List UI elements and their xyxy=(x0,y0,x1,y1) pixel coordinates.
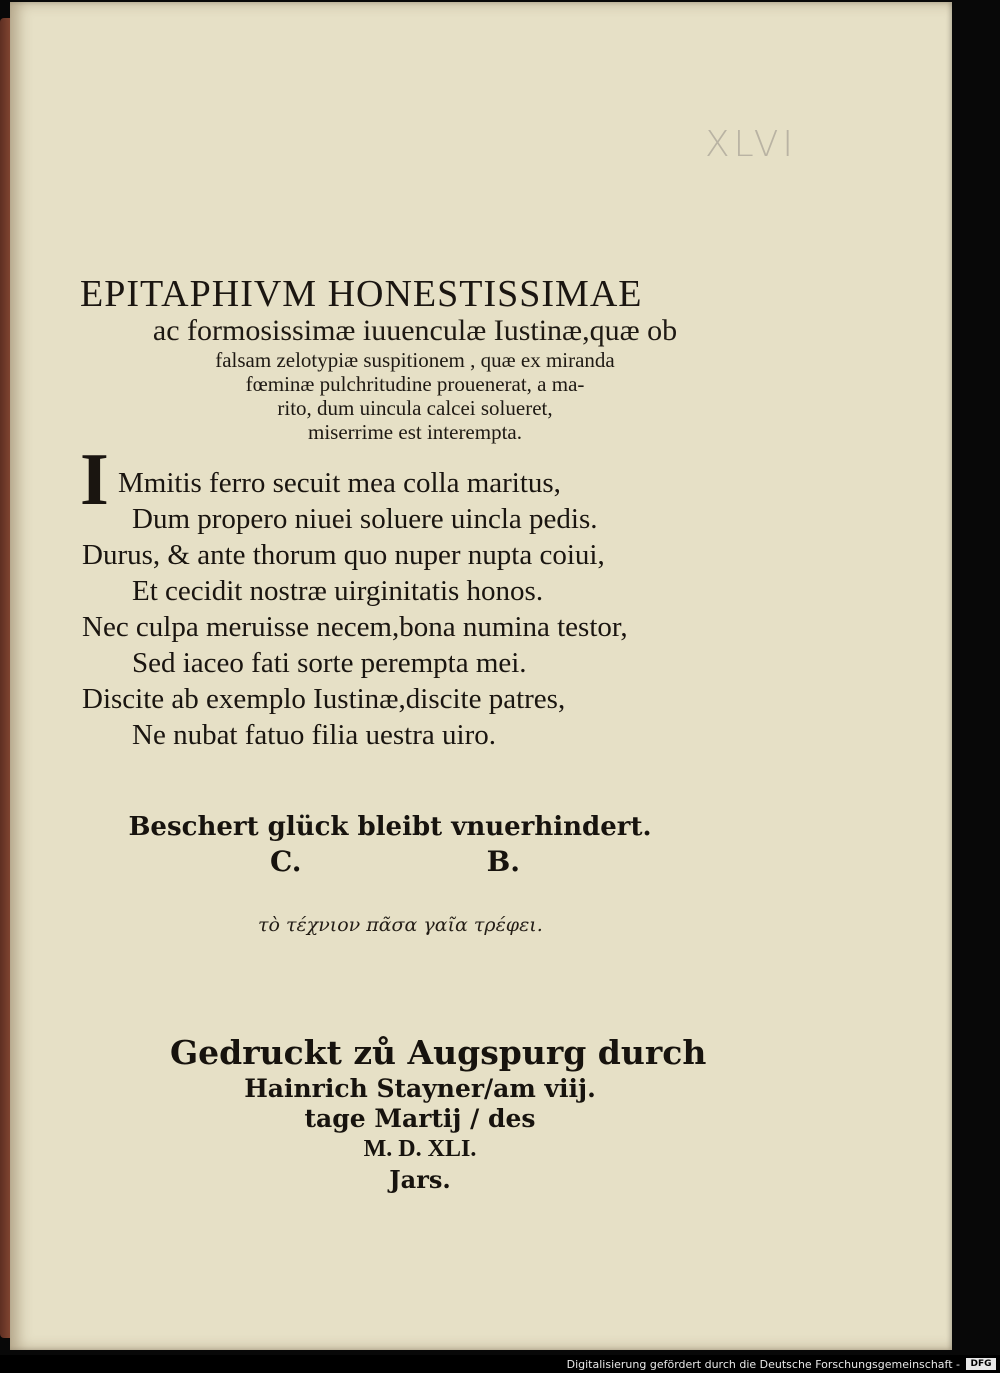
poem-line: Et cecidit nostræ uirginitatis honos. xyxy=(132,575,544,607)
poem-line: Mmitis ferro secuit mea colla maritus, xyxy=(118,467,561,499)
colophon-line: M. D. XLI. xyxy=(363,1136,477,1162)
poem-line: Nec culpa meruisse necem,bona numina testor, xyxy=(82,611,628,643)
subtitle-line: ac formosissimæ iuuenculæ Iustinæ,quæ ob xyxy=(152,314,678,347)
motto: Beschert glück bleibt vnuerhindert. xyxy=(128,812,652,842)
colophon xyxy=(170,1032,707,1196)
poem-line: Ne nubat fatuo filia uestra uiro. xyxy=(132,719,496,751)
poem-line: Dum propero niuei soluere uincla pedis. xyxy=(132,503,598,535)
subtitle-line: falsam zelotypiæ suspitionem , quæ ex miranda xyxy=(215,348,615,372)
subtitle-line: miserrime est interempta. xyxy=(307,420,522,444)
colophon-line: tage Martij / des xyxy=(304,1104,536,1133)
colophon-line: Jars. xyxy=(389,1165,451,1194)
initial-b: B. xyxy=(486,845,520,878)
poem-line: Durus, & ante thorum quo nuper nupta coiui, xyxy=(82,539,605,571)
footer-credit: Digitalisierung gefördert durch die Deutsche Forschungsgemeinschaft - xyxy=(566,1357,960,1371)
poem-line: Sed iaceo fati sorte perempta mei. xyxy=(132,647,527,679)
digitization-footer xyxy=(567,1356,996,1372)
book-page xyxy=(10,2,952,1350)
dfg-logo-icon: DFG xyxy=(966,1358,996,1370)
drop-initial: I xyxy=(80,439,109,521)
subtitle-line: rito, dum uincula calcei solueret, xyxy=(277,396,553,420)
colophon-line: Gedruckt zů Augspurg durch xyxy=(170,1033,707,1072)
colophon-line: Hainrich Stayner/am viij. xyxy=(244,1074,596,1103)
subtitle-line: fœminæ pulchritudine prouenerat, a ma- xyxy=(245,372,585,396)
page-title: EPITAPHIVM HONESTISSIMAE xyxy=(80,273,643,315)
subtitle-block xyxy=(90,314,740,444)
shelfmark-annotation: XLVI xyxy=(705,124,798,165)
greek-motto: τὸ τέχνιον πᾶσα γαῖα τρέφει. xyxy=(258,914,543,936)
poem-line: Discite ab exemplo Iustinæ,discite patres, xyxy=(82,683,566,715)
initial-c: C. xyxy=(270,845,302,878)
printer-initials xyxy=(270,845,520,878)
